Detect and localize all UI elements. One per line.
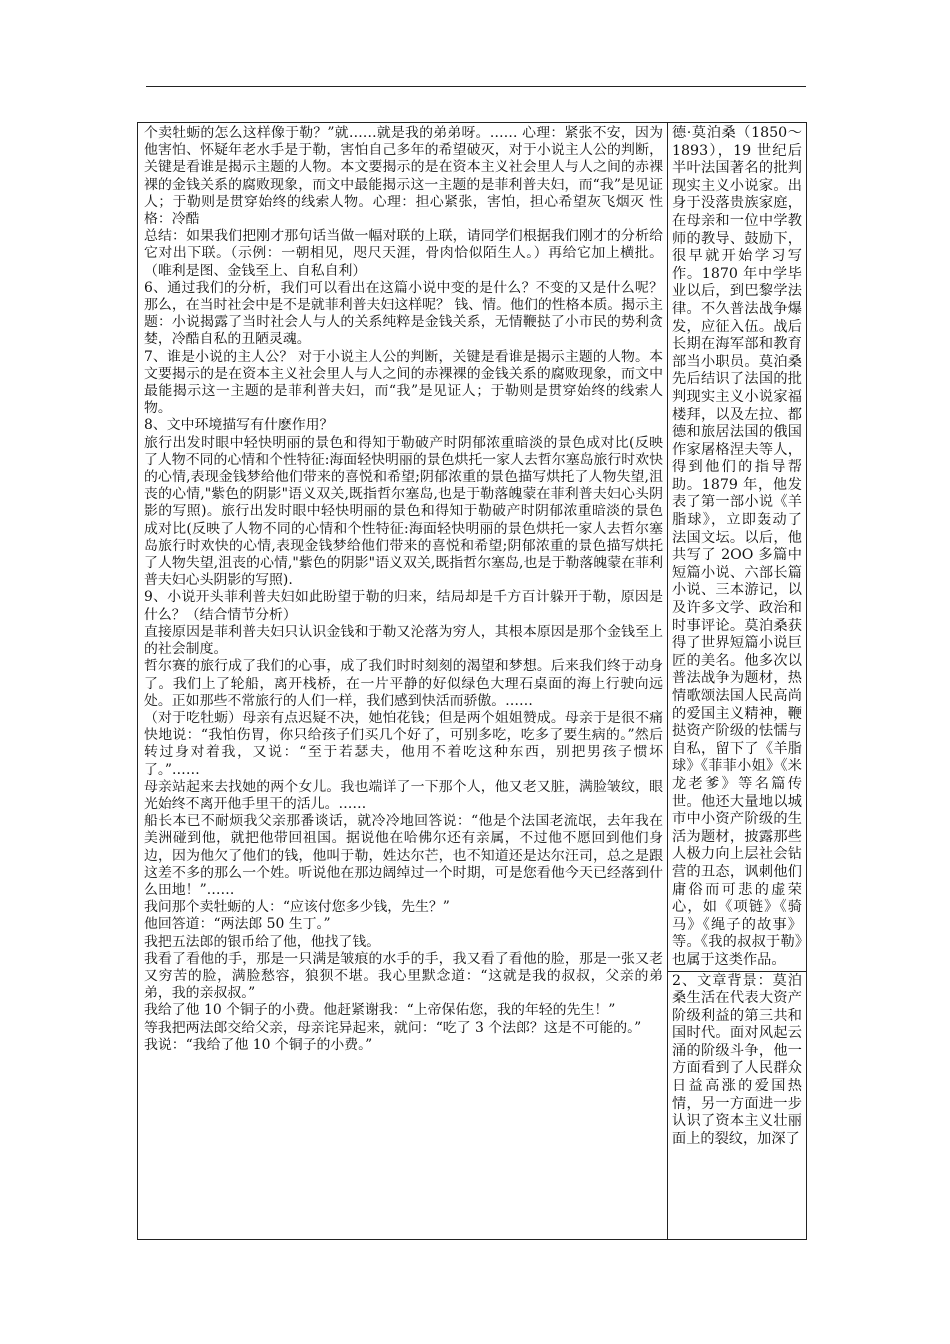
side-notes-column <box>668 123 806 1239</box>
main-paragraph: 母亲站起来去找她的两个女儿。我也端详了一下那个人，他又老又脏，满脸皱纹，眼光始终不离开他手里干的活儿。…… <box>144 778 663 812</box>
side-divider <box>668 971 806 972</box>
author-bio: 德·莫泊桑（1850～1893），19 世纪后半叶法国著名的批判现实主义小说家。出身于没落贵族家庭，在母亲和一位中学教师的教导、鼓励下，很早就开始学习写作。1870 年中学毕业以后，到巴黎学法律。不久普法战争爆发，应征入伍。战后长期在海军部和教育部当小职员。莫泊桑先后结识了法国的批判现实主义小说家福楼拜，以及左拉、都德和旅居法国的俄国作家屠格涅夫等人，得到他们的指导帮助。1879 年，他发表了第一部小说《羊脂球》，立即轰动了法国文坛。以后，他共写了 2OO 多篇中短篇小说、六部长篇小说、三本游记，以及许多文学、政治和时事评论。莫泊桑获得了世界短篇小说巨匠的美名。他多次以普法战争为题材，热情歌颂法国人民高尚的爱国主义精神，鞭挞资产阶级的怯懦与自私，留下了《羊脂球》《菲菲小姐》《米龙老爹》等名篇传世。他还大量地以城市中小资产阶级的生活为题材，披露那些人极力向上层社会钻营的丑态，讽刺他们庸俗而可悲的虚荣心，如《项链》《骑马》《绳子的故事》等。《我的叔叔于勒》也属于这类作品。 <box>672 125 802 968</box>
main-text-column <box>138 123 668 1239</box>
main-paragraph: 6、通过我们的分析，我们可以看出在这篇小说中变的是什么？不变的又是什么呢？那么，在当时社会中是不是就菲利普夫妇这样呢？ 钱、情。他们的性格本质。揭示主题：小说揭露了当时社会人与人的关系纯粹是金钱关系，无情鞭挞了小市民的势利贪婪，冷酷自私的丑陋灵魂。 <box>144 279 663 348</box>
content-table <box>137 122 807 1240</box>
main-paragraph: 旅行出发时眼中轻快明丽的景色和得知于勒破产时阴郁浓重暗淡的景色成对比(反映了人物不同的心情和个性特征:海面轻快明丽的景色烘托一家人去哲尔塞岛旅行时欢快的心情,表现金钱梦给他们带来的喜悦和希望;阴郁浓重的景色描写烘托了人物失望,沮丧的心情,"紫色的阴影"语义双关,既指哲尔塞岛,也是于勒落魄蒙在菲利普夫妇心头阴影的写照)。旅行出发时眼中轻快明丽的景色和得知于勒破产时阴郁浓重暗淡的景色成对比(反映了人物不同的心情和个性特征:海面轻快明丽的景色烘托一家人去哲尔塞岛旅行时欢快的心情,表现金钱梦给他们带来的喜悦和希望;阴郁浓重的景色描写烘托了人物失望,沮丧的心情,"紫色的阴影"语义双关,既指哲尔塞岛,也是于勒落魄蒙在菲利普夫妇心头阴影的写照). <box>144 434 663 589</box>
main-paragraph: 直接原因是菲利普夫妇只认识金钱和于勒又沦落为穷人，其根本原因是那个金钱至上的社会制度。 <box>144 623 663 658</box>
main-paragraph: 9、小说开头菲利普夫妇如此盼望于勒的归来，结局却是千方百计躲开于勒，原因是什么？（结合情节分析） <box>144 589 663 623</box>
main-paragraph: 哲尔赛的旅行成了我们的心事，成了我们时时刻刻的渴望和梦想。后来我们终于动身了。我们上了轮船，离开栈桥，在一片平静的好似绿色大理石桌面的海上行驶向远处。正如那些不常旅行的人们一样，我们感到快活而骄傲。…… <box>144 658 663 709</box>
article-background: 2、文章背景：莫泊桑生活在代表大资产阶级利益的第三共和国时代。面对风起云涌的阶级斗争，他一方面看到了人民群众日益高涨的爱国热情，另一方面进一步认识了资本主义壮丽面上的裂纹，加深了 <box>672 972 802 1147</box>
main-paragraph: 我把五法郎的银币给了他，他找了钱。 <box>144 933 381 950</box>
main-paragraph: 等我把两法郎交给父亲，母亲诧异起来，就问：“吃了 3 个法郎？这是不可能的。” <box>144 1019 642 1036</box>
main-paragraph: 船长本已不耐烦我父亲那番谈话，就冷冷地回答说：“他是个法国老流氓，去年我在美洲碰到他，就把他带回祖国。据说他在哈佛尔还有亲属，不过他不愿回到他们身边，因为他欠了他们的钱，他叫于勒，姓达尔芒，也不知道还是达尔汪司，总之是跟这差不多的那么一个姓。听说他在那边阔绰过一个时期，可是您看他今天已经落到什么田地！”…… <box>144 813 663 898</box>
main-paragraph: （对于吃牡蛎）母亲有点迟疑不决，她怕花钱；但是两个姐姐赞成。母亲于是很不痛快地说：“我怕伤胃，你只给孩子们买几个好了，可别多吃，吃多了要生病的。”然后转过身对着我，又说：“至于若瑟夫，他用不着吃这种东西，别把男孩子惯坏了。”…… <box>144 709 663 778</box>
main-paragraph: 个卖牡蛎的怎么这样像于勒？”就……就是我的弟弟呀。…… 心理：紧张不安，因为他害怕、怀疑年老水手是于勒，害怕自己多年的希望破灭，对于小说主人公的判断，关键是看谁是揭示主题的人物。本文要揭示的是在资本主义社会里人与人之间的赤裸裸的金钱关系的腐败现象，而文中最能揭示这一主题的是菲利普夫妇，而“我”是见证人；于勒则是贯穿始终的线索人物。心理：担心紧张，害怕，担心希望灰飞烟灭 性格：冷酷 <box>144 125 663 228</box>
header-rule <box>146 86 806 87</box>
main-paragraph: 他回答道：“两法郎 50 生丁。” <box>144 916 331 933</box>
main-paragraph: 我看了看他的手，那是一只满是皱痕的水手的手，我又看了看他的脸，那是一张又老又穷苦的脸，满脸愁容，狼狈不堪。我心里默念道：“这就是我的叔叔，父亲的弟弟，我的亲叔叔。” <box>144 950 663 1002</box>
main-paragraph: 我给了他 10 个铜子的小费。他赶紧谢我：“上帝保佑您，我的年轻的先生！” <box>144 1002 616 1019</box>
main-paragraph: 8、文中环境描写有什麽作用？ <box>144 417 334 434</box>
main-paragraph: 7、谁是小说的主人公？ 对于小说主人公的判断，关键是看谁是揭示主题的人物。本文要揭示的是在资本主义社会里人与人之间的赤裸裸的金钱关系的腐败现象，而文中最能揭示这一主题的是菲利普夫妇，而“我”是见证人；于勒则是贯穿始终的线索人物。 <box>144 348 663 417</box>
main-paragraph: 总结：如果我们把刚才那句话当做一幅对联的上联，请同学们根据我们刚才的分析给它对出下联。（示例：一朝相见，咫尺天涯，骨肉恰似陌生人。）再给它加上横批。（唯利是图、金钱至上、自私自利） <box>144 228 663 279</box>
main-paragraph: 我问那个卖牡蛎的人：“应该付您多少钱，先生？” <box>144 899 450 916</box>
main-paragraph: 我说：“我给了他 10 个铜子的小费。” <box>144 1036 373 1053</box>
